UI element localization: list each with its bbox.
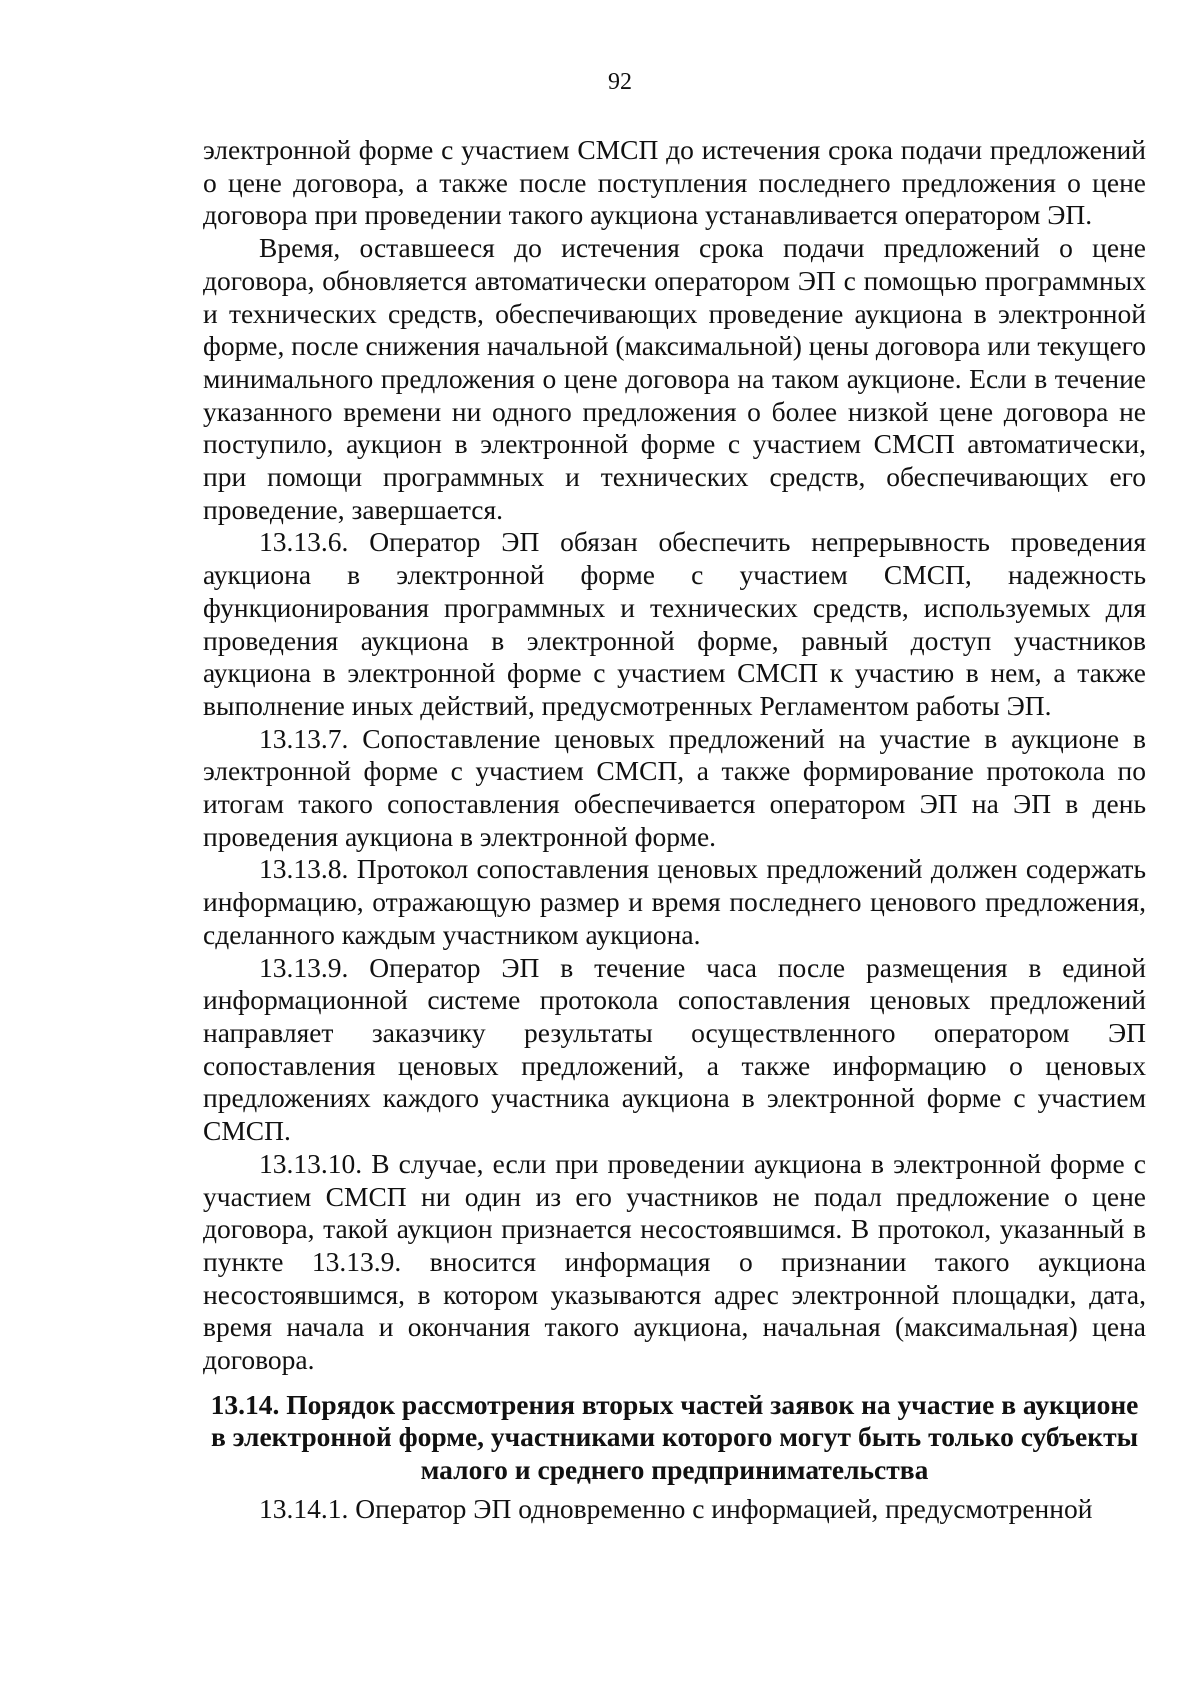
paragraph-continuation: электронной форме с участием СМСП до истечения срока подачи предложений о цене договора, а также после поступления последнего предложения о цене договора при проведении такого аукциона устанавливается оператором ЭП. <box>203 134 1146 231</box>
paragraph-13-13-9: 13.13.9. Оператор ЭП в течение часа после размещения в единой информационной системе протокола сопоставления ценовых предложений направляет заказчику результаты осуществленного оператором ЭП сопоставления ценовых предложений, а также информацию о ценовых предложениях каждого участника аукциона в электронной форме с участием СМСП. <box>203 951 1146 1147</box>
page-number: 92 <box>608 69 632 95</box>
paragraph-13-14-1: 13.14.1. Оператор ЭП одновременно с информацией, предусмотренной <box>259 1492 1093 1524</box>
paragraph-13-13-7: 13.13.7. Сопоставление ценовых предложений на участие в аукционе в электронной форме с участием СМСП, а также формирование протокола по итогам такого сопоставления обеспечивается оператором ЭП на ЭП в день проведения аукциона в электронной форме. <box>203 722 1146 852</box>
paragraph-13-13-6: 13.13.6. Оператор ЭП обязан обеспечить непрерывность проведения аукциона в электронной форме с участием СМСП, надежность функционирования программных и технических средств, используемых для проведения аукциона в электронной форме, равный доступ участников аукциона в электронной форме с участием СМСП к участию в нем, а также выполнение иных действий, предусмотренных Регламентом работы ЭП. <box>203 526 1146 721</box>
document-body <box>203 134 1146 1526</box>
paragraph-13-13-8: 13.13.8. Протокол сопоставления ценовых предложений должен содержать информацию, отражающую размер и время последнего ценового предложения, сделанного каждым участником аукциона. <box>203 853 1146 950</box>
section-heading-13-14: 13.14. Порядок рассмотрения вторых частей заявок на участие в аукционе в электронной форме, участниками которого могут быть только субъекты малого и среднего предпринимательства <box>210 1388 1139 1486</box>
paragraph-13-13-10: 13.13.10. В случае, если при проведении аукциона в электронной форме с участием СМСП ни один из его участников не подал предложение о цене договора, такой аукцион признается несостоявшимся. В протокол, указанный в пункте 13.13.9. вносится информация о признании такого аукциона несостоявшимся, в котором указываются адрес электронной площадки, дата, время начала и окончания такого аукциона, начальная (максимальная) цена договора. <box>203 1147 1146 1376</box>
paragraph-time-remaining: Время, оставшееся до истечения срока подачи предложений о цене договора, обновляется автоматически оператором ЭП с помощью программных и технических средств, обеспечивающих проведение аукциона в электронной форме, после снижения начальной (максимальной) цены договора или текущего минимального предложения о цене договора на таком аукционе. Если в течение указанного времени ни одного предложения о более низкой цене договора не поступило, аукцион в электронной форме с участием СМСП автоматически, при помощи программных и технических средств, обеспечивающих его проведение, завершается. <box>203 232 1146 525</box>
